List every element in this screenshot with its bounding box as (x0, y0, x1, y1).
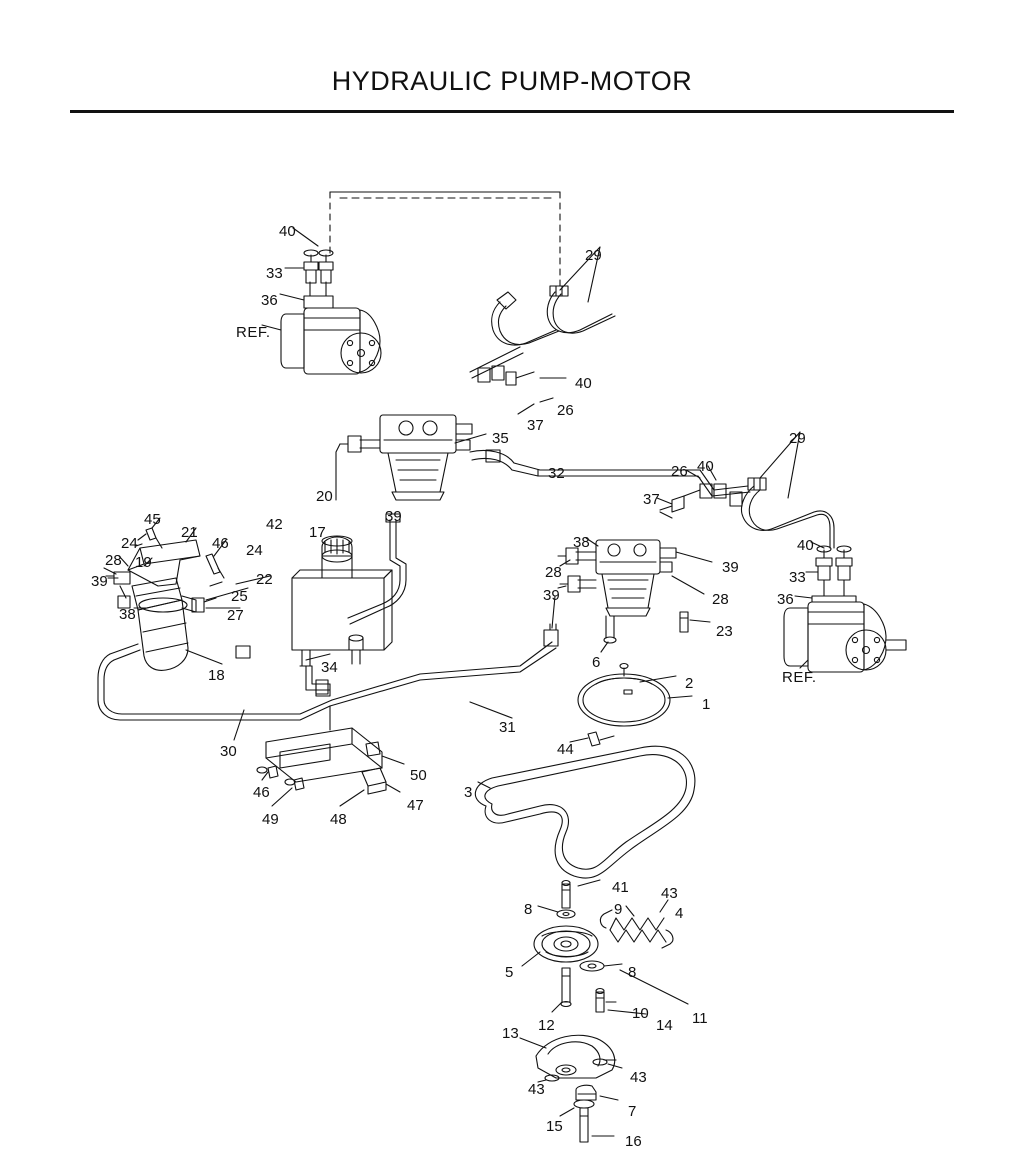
callout-26-a: 26 (557, 402, 574, 419)
callout-35: 35 (492, 430, 509, 447)
callout-6: 6 (592, 654, 601, 671)
drive-pulley-1 (570, 664, 692, 747)
callout-20: 20 (316, 488, 333, 505)
callout-37-a: 37 (527, 417, 544, 434)
callout-11: 11 (692, 1010, 708, 1027)
callout-12: 12 (538, 1017, 555, 1034)
top-motor-assembly (262, 192, 560, 374)
callout-46-b: 46 (253, 784, 270, 801)
callout-10: 10 (632, 1005, 649, 1022)
callout-28-c: 28 (712, 591, 729, 608)
callout-38-b: 38 (573, 534, 590, 551)
hose-group-29-right (657, 432, 834, 548)
callout-21: 21 (181, 524, 198, 541)
callout-23: 23 (716, 623, 733, 640)
ref-label-top: REF. (236, 324, 271, 341)
callout-39-a: 39 (385, 508, 402, 525)
callout-18: 18 (208, 667, 225, 684)
callout-41: 41 (612, 879, 629, 896)
drive-belt-3 (475, 746, 695, 878)
callout-28-a: 28 (105, 552, 122, 569)
callout-49: 49 (262, 811, 279, 828)
callout-24-b: 24 (246, 542, 263, 559)
callout-27: 27 (227, 607, 244, 624)
callout-14: 14 (656, 1017, 673, 1034)
callout-43-c: 43 (630, 1069, 647, 1086)
callout-46-a: 46 (212, 535, 229, 552)
callout-2: 2 (685, 675, 694, 692)
callout-36-a: 36 (261, 292, 278, 309)
callout-1: 1 (702, 696, 711, 713)
lower-bracket (257, 706, 404, 806)
callout-31: 31 (499, 719, 516, 736)
callout-13: 13 (502, 1025, 519, 1042)
callout-8-b: 8 (628, 964, 637, 981)
callout-3: 3 (464, 784, 473, 801)
callout-47: 47 (407, 797, 424, 814)
callout-42: 42 (266, 516, 283, 533)
callout-36-b: 36 (777, 591, 794, 608)
reservoir-tank (292, 514, 406, 694)
page-title: HYDRAULIC PUMP-MOTOR (331, 66, 693, 96)
callout-33-a: 33 (266, 265, 283, 282)
callout-25: 25 (231, 588, 248, 605)
hose-group-29-top (470, 247, 615, 414)
callout-50: 50 (410, 767, 427, 784)
callout-45: 45 (144, 511, 161, 528)
callout-5: 5 (505, 964, 514, 981)
callout-24-a: 24 (121, 535, 138, 552)
callout-29-b: 29 (789, 430, 806, 447)
callout-28-b: 28 (545, 564, 562, 581)
center-pump-35 (336, 415, 660, 500)
callout-38-a: 38 (119, 606, 136, 623)
callout-22: 22 (256, 571, 273, 588)
callout-29-a: 29 (585, 247, 602, 264)
ref-label-bottom: REF. (782, 669, 817, 686)
callout-34: 34 (321, 659, 338, 676)
callout-40-a: 40 (279, 223, 296, 240)
right-motor-assembly (784, 542, 906, 672)
callout-40-d: 40 (797, 537, 814, 554)
right-pump-38 (558, 538, 712, 652)
callout-43-b: 43 (528, 1081, 545, 1098)
callout-32: 32 (548, 465, 565, 482)
callout-33-b: 33 (789, 569, 806, 586)
callout-19: 19 (135, 554, 152, 571)
callout-9: 9 (614, 901, 623, 918)
callout-15: 15 (546, 1118, 563, 1135)
callout-43-a: 43 (661, 885, 678, 902)
callout-40-c: 40 (697, 458, 714, 475)
callout-26-b: 26 (671, 463, 688, 480)
callout-7: 7 (628, 1103, 637, 1120)
callout-39-d: 39 (722, 559, 739, 576)
callout-4: 4 (675, 905, 684, 922)
callout-39-c: 39 (543, 587, 560, 604)
callout-17: 17 (309, 524, 326, 541)
callout-16: 16 (625, 1133, 642, 1150)
callout-48: 48 (330, 811, 347, 828)
callout-8-a: 8 (524, 901, 533, 918)
callout-39-b: 39 (91, 573, 108, 590)
callout-30: 30 (220, 743, 237, 760)
callout-37-b: 37 (643, 491, 660, 508)
callout-40-b: 40 (575, 375, 592, 392)
callout-44: 44 (557, 741, 574, 758)
